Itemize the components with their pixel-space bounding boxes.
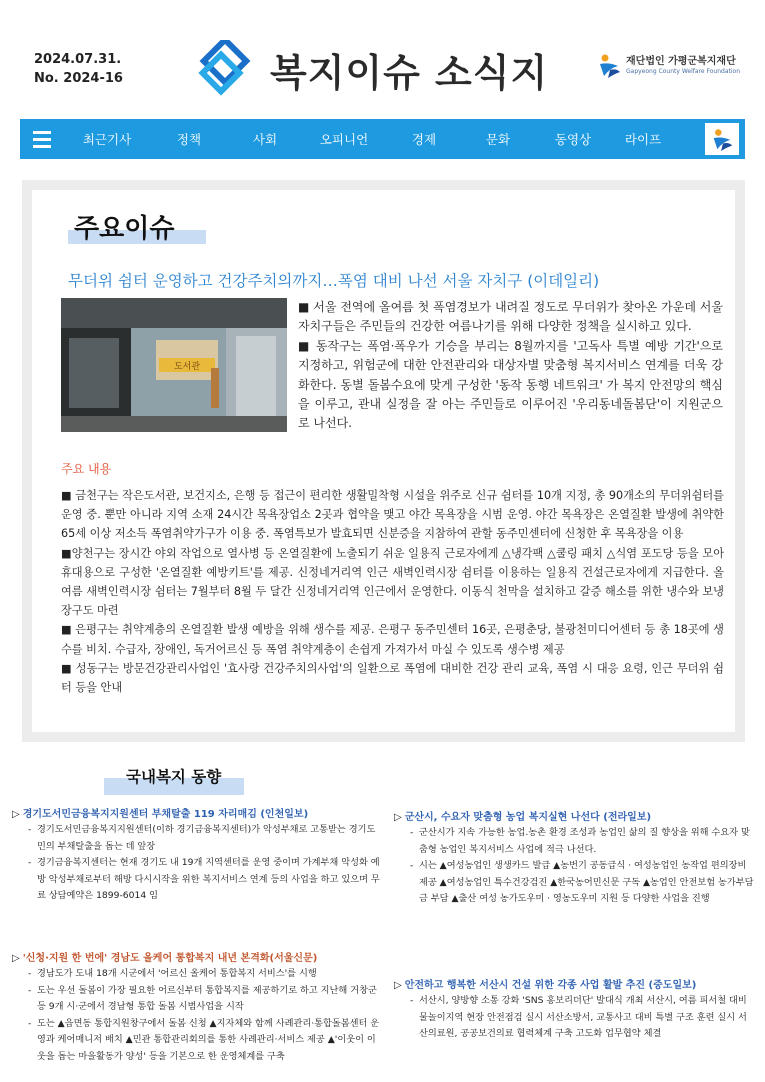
photo-sign-text: 도서관 <box>173 362 201 372</box>
triangle-icon: ▷ <box>394 812 402 823</box>
body-paragraph: ■ 은평구는 취약계층의 온열질환 발생 예방을 위해 생수를 제공. 은평구 동주민센터 16곳, 은평춘당, 불광천미디어센터 등 총 18곳에 생수를 비치. 수급자, 장애인, 독거어르신 등 폭염 취약계층이 손쉽게 가져가서 마실 수 있도록 생수병 제공 <box>61 623 724 656</box>
nav-foundation-logo-icon[interactable] <box>705 123 739 155</box>
main-issue-card <box>22 180 745 742</box>
body-paragraph: ■양천구는 장시간 야외 작업으로 열사병 등 온열질환에 노출되기 쉬운 일용직 근로자에게 △냉각팩 △쿨링 패치 △식염 포도당 등을 모아 휴대용으로 구성한 '온열질환 예방키트'를 제공. 신정네거리역 인근 새벽인력시장 쉼터를 이용하는 일용직 건설근로자에게 지급한다. 올여름 새벽인력시장 쉼터는 7월부터 8월 두 달간 신정네거리역 인근에서 운영한다. 이동식 천막을 설치하고 갈증 해소를 위한 냉수와 보냉장구도 마련 <box>61 546 724 618</box>
news-item <box>394 976 754 1043</box>
org-logo <box>596 52 740 78</box>
article-body <box>61 486 724 697</box>
triangle-icon: ▷ <box>12 809 20 820</box>
issue-date: 2024.07.31. <box>34 52 122 67</box>
nav-item-recent[interactable]: 최근기사 <box>82 132 132 147</box>
news-headline[interactable]: ▷ '신청·지원 한 번에' 경남도 올케어 통합복지 내년 본격화(서울신문) <box>12 953 318 964</box>
body-paragraph: ■ 금천구는 작은도서관, 보건지소, 은행 등 접근이 편리한 생활밀착형 시설을 위주로 신규 쉼터를 10개 지정, 총 90개소의 무더위쉼터를 운영 중. 뿐만 아니라 지역 소재 24시간 목욕장업소 2곳과 협약을 맺고 야간 목욕장을 시범 운영. 야간 목욕장은 온열질환 발생에 취약한 65세 이상 저소득 폭염취약가구가 이용 중. 폭염특보가 발효되면 신분증을 지참하여 관할 동주민센터에 신청한 후 목욕장을 이용 <box>61 489 724 541</box>
news-bullet: - 시는 ▲여성농업인 생생카드 발급 ▲농번기 공동급식 · 여성농업인 농작업 편의장비 제공 ▲여성농업인 특수건강검진 ▲한국농어민신문 구독 ▲농업인 안전보험 농가부담금 부담 ▲출산 여성 농가도우미 · 영농도우미 지원 등 다양한 사업을 진행 <box>410 858 754 908</box>
org-name-en: Gapyeong County Welfare Foundation <box>626 67 740 75</box>
issue-number: No. 2024-16 <box>34 71 123 86</box>
nav-item-opinion[interactable]: 오피니언 <box>319 132 369 147</box>
key-content-label: 주요 내용 <box>61 462 112 476</box>
top-navigation <box>20 119 745 159</box>
foundation-mark-icon <box>596 52 622 78</box>
news-bullet: - 경기금융복지센터는 현재 경기도 내 19개 지역센터를 운영 중이며 가계부채 악성화 예방 악성부채로부터 해방 다시시작을 위한 복지서비스 연계 등의 사업을 하고 있으며 무료 상담예약은 1899-6014 임 <box>28 855 384 905</box>
nav-item-economy[interactable]: 경제 <box>411 132 437 147</box>
issue-info <box>34 50 123 88</box>
article-photo <box>61 298 287 432</box>
lead-paragraph: ■ 동작구는 폭염·폭우가 기승을 부리는 8월까지를 '고독사 특별 예방 기간'으로 지정하고, 위험군에 대한 안전관리와 대상자별 맞춤형 복지서비스 연계를 더욱 강화한다. 동별 돌봄수요에 맞게 구성한 '동작 동행 네트워크' 가 복지 안전망의 핵심을 이루고, 관내 실정을 잘 아는 주민들로 이루어진 '우리동네돌봄단'이 지원군으로 나선다. <box>298 338 723 431</box>
news-headline[interactable]: ▷ 군산시, 수요자 맞춤형 농업 복지실현 나선다 (전라일보) <box>394 812 652 823</box>
nav-item-video[interactable]: 동영상 <box>554 132 592 147</box>
news-headline[interactable]: ▷ 안전하고 행복한 서산시 건설 위한 각종 사업 활발 추진 (중도일보) <box>394 980 697 991</box>
news-bullet: - 서산시, 양방향 소통 강화 'SNS 홍보리더단' 발대식 개최 서산시, 여름 피서철 대비 물놀이지역 현장 안전점검 실시 서산소방서, 교통사고 대비 특별 구조 훈련 실시 서산의료원, 공공보건의료 협력체계 구축 고도화 업무협약 체결 <box>410 993 754 1043</box>
section-title-domestic: 국내복지 동향 <box>126 768 222 786</box>
article-headline[interactable]: 무더위 쉼터 운영하고 건강주치의까지…폭염 대비 나선 서울 자치구 (이데일리) <box>68 272 600 290</box>
news-item <box>394 808 754 908</box>
article-lead <box>298 298 723 434</box>
news-bullet: - 경기도서민금융복지지원센터(이하 경기금융복지센터)가 악성부채로 고통받는 경기도민의 부채탈출을 돕는 데 앞장 <box>28 822 384 855</box>
nav-item-culture[interactable]: 문화 <box>485 132 511 147</box>
news-bullet: - 경남도가 도내 18개 시군에서 '어르신 올케어 통합복지 서비스'를 시행 <box>28 966 384 983</box>
news-bullet: - 도는 ▲읍면동 통합지원창구에서 돌봄 신청 ▲지자체와 함께 사례관리·통합돌봄센터 운영과 케어매니저 배치 ▲민관 통합관리회의를 통한 사례관리·서비스 제공 ▲'이웃이 이웃을 돕는 마을활동가 양성' 등을 기본으로 한 운영체계를 구축 <box>28 1016 384 1066</box>
triangle-icon: ▷ <box>12 953 20 964</box>
news-bullet: - 도는 우선 돌봄이 가장 필요한 어르신부터 통합복지를 제공하기로 하고 지난해 거창군 등 9개 시·군에서 경남형 통합 돌봄 시범사업을 시작 <box>28 983 384 1016</box>
news-headline[interactable]: ▷ 경기도서민금융복지지원센터 부채탈출 119 자리매김 (인천일보) <box>12 809 309 820</box>
org-name: 재단법인 가평군복지재단 <box>626 55 736 67</box>
hamburger-menu-icon[interactable] <box>20 119 64 159</box>
news-bullet: - 군산시가 지속 가능한 농업.농촌 환경 조성과 농업인 삶의 질 향상을 위해 수요자 맞춤형 농업인 복지서비스 사업에 적극 나선다. <box>410 825 754 858</box>
news-item <box>12 805 384 905</box>
triangle-icon: ▷ <box>394 980 402 991</box>
news-item <box>12 949 384 1066</box>
nav-item-life[interactable]: 라이프 <box>624 132 662 147</box>
newsletter-title: 복지이슈 소식지 <box>270 51 549 95</box>
nav-item-society[interactable]: 사회 <box>252 132 278 147</box>
body-paragraph: ■ 성동구는 방문건강관리사업인 '효사랑 건강주치의사업'의 일환으로 폭염에 대비한 건강 관리 교육, 폭염 시 대응 요령, 인근 무더위 쉼터 등을 안내 <box>61 661 724 695</box>
section-title-main-issue: 주요이슈 <box>74 214 175 244</box>
newsletter-logo <box>196 40 252 96</box>
lead-paragraph: ■ 서울 전역에 올여름 첫 폭염경보가 내려질 정도로 무더위가 찾아온 가운데 서울 자치구들은 주민들의 건강한 여름나기를 위해 다양한 정책을 실시하고 있다. <box>298 300 723 334</box>
nav-item-policy[interactable]: 정책 <box>176 132 202 147</box>
